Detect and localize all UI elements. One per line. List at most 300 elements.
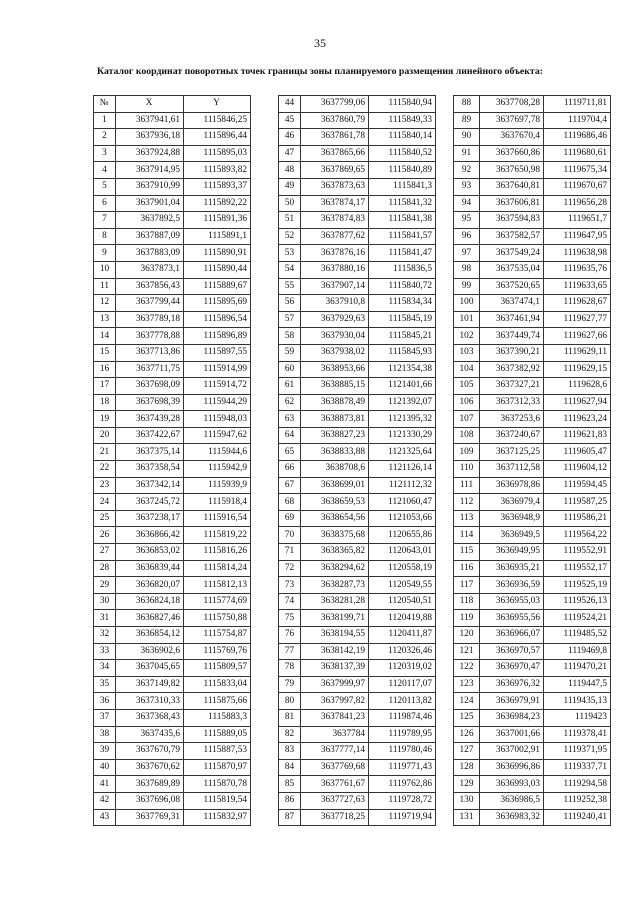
y-coordinate-cell: 1119605,47 (544, 444, 611, 461)
y-coordinate-cell: 1119485,52 (544, 627, 611, 644)
y-coordinate-cell: 1119629,15 (544, 361, 611, 378)
table-row (94, 461, 251, 478)
table-row (279, 792, 436, 809)
table-row (454, 809, 611, 826)
point-number-cell: 72 (279, 560, 301, 577)
coordinates-table-middle (278, 95, 436, 826)
table-row (279, 494, 436, 511)
x-coordinate-cell: 3637865,66 (301, 145, 369, 162)
table-row (94, 809, 251, 826)
point-number-cell: 120 (454, 627, 480, 644)
x-coordinate-cell: 3636986,5 (480, 792, 544, 809)
point-number-cell: 24 (94, 494, 116, 511)
point-number-cell: 3 (94, 145, 116, 162)
point-number-cell: 86 (279, 792, 301, 809)
y-coordinate-cell: 1115841,47 (369, 245, 436, 262)
table-row (279, 361, 436, 378)
x-coordinate-cell: 3638199,71 (301, 610, 369, 627)
y-coordinate-cell: 1119552,91 (544, 544, 611, 561)
table-row (94, 743, 251, 760)
y-coordinate-cell: 1121395,32 (369, 411, 436, 428)
table-row (454, 444, 611, 461)
point-number-cell: 41 (94, 776, 116, 793)
y-coordinate-cell: 1121112,32 (369, 477, 436, 494)
point-number-cell: 38 (94, 726, 116, 743)
x-coordinate-cell: 3637001,66 (480, 726, 544, 743)
x-coordinate-cell: 3636949,95 (480, 544, 544, 561)
table-row (454, 743, 611, 760)
point-number-cell: 118 (454, 593, 480, 610)
x-coordinate-cell: 3638137,39 (301, 660, 369, 677)
x-coordinate-cell: 3637874,17 (301, 195, 369, 212)
x-coordinate-cell: 3637769,31 (116, 809, 184, 826)
table-row (454, 245, 611, 262)
x-coordinate-cell: 3637689,89 (116, 776, 184, 793)
table-row (94, 693, 251, 710)
point-number-cell: 130 (454, 792, 480, 809)
table-row (279, 527, 436, 544)
table-row (454, 759, 611, 776)
y-coordinate-cell: 1119675,34 (544, 162, 611, 179)
point-number-cell: 85 (279, 776, 301, 793)
table-row (279, 560, 436, 577)
point-number-cell: 23 (94, 477, 116, 494)
x-coordinate-cell: 3638287,73 (301, 577, 369, 594)
y-coordinate-cell: 1119564,22 (544, 527, 611, 544)
y-coordinate-cell: 1119604,12 (544, 461, 611, 478)
point-number-cell: 105 (454, 378, 480, 395)
y-coordinate-cell: 1115840,14 (369, 129, 436, 146)
x-coordinate-cell: 3636936,59 (480, 577, 544, 594)
table-row (94, 444, 251, 461)
point-number-cell: 51 (279, 212, 301, 229)
x-coordinate-cell: 3637698,39 (116, 394, 184, 411)
table-row (94, 195, 251, 212)
x-coordinate-cell: 3637901,04 (116, 195, 184, 212)
point-number-cell: 46 (279, 129, 301, 146)
table-row (279, 112, 436, 129)
y-coordinate-cell: 1119594,45 (544, 477, 611, 494)
y-coordinate-cell: 1115895,69 (184, 295, 251, 312)
x-coordinate-cell: 3637238,17 (116, 510, 184, 527)
point-number-cell: 28 (94, 560, 116, 577)
table-row (454, 660, 611, 677)
x-coordinate-cell: 3637253,6 (480, 411, 544, 428)
x-coordinate-cell: 3637861,78 (301, 129, 369, 146)
y-coordinate-cell: 1115918,4 (184, 494, 251, 511)
table-row (94, 361, 251, 378)
table-row (94, 394, 251, 411)
table-row (279, 759, 436, 776)
x-coordinate-cell: 3636979,4 (480, 494, 544, 511)
page-number: 35 (314, 36, 326, 50)
x-coordinate-cell: 3637650,98 (480, 162, 544, 179)
table-row (279, 627, 436, 644)
point-number-cell: 112 (454, 494, 480, 511)
point-number-cell: 73 (279, 577, 301, 594)
table-row (279, 278, 436, 295)
x-coordinate-cell: 3637930,04 (301, 328, 369, 345)
table-row (454, 195, 611, 212)
table-row (94, 145, 251, 162)
table-row (454, 544, 611, 561)
y-coordinate-cell: 1115889,67 (184, 278, 251, 295)
y-coordinate-cell: 1115942,9 (184, 461, 251, 478)
y-coordinate-cell: 1115896,54 (184, 311, 251, 328)
y-coordinate-cell: 1121401,66 (369, 378, 436, 395)
coordinates-table-right (453, 95, 611, 826)
x-coordinate-cell: 3638281,28 (301, 593, 369, 610)
table-row (454, 394, 611, 411)
y-coordinate-cell: 1120113,82 (369, 693, 436, 710)
point-number-cell: 9 (94, 245, 116, 262)
point-number-cell: 31 (94, 610, 116, 627)
point-number-cell: 102 (454, 328, 480, 345)
y-coordinate-cell: 1119526,13 (544, 593, 611, 610)
table-row (279, 577, 436, 594)
point-number-cell: 15 (94, 344, 116, 361)
point-number-cell: 117 (454, 577, 480, 594)
x-coordinate-cell: 3636966,07 (480, 627, 544, 644)
table-row (279, 178, 436, 195)
point-number-cell: 63 (279, 411, 301, 428)
point-number-cell: 122 (454, 660, 480, 677)
y-coordinate-cell: 1119469,8 (544, 643, 611, 660)
y-coordinate-cell: 1119704,4 (544, 112, 611, 129)
table-row (279, 344, 436, 361)
point-number-cell: 58 (279, 328, 301, 345)
table-row (454, 96, 611, 113)
y-coordinate-cell: 1115840,72 (369, 278, 436, 295)
y-coordinate-cell: 1119524,21 (544, 610, 611, 627)
x-coordinate-cell: 3637778,88 (116, 328, 184, 345)
point-number-cell: 91 (454, 145, 480, 162)
point-number-cell: 17 (94, 378, 116, 395)
x-coordinate-cell: 3638708,6 (301, 461, 369, 478)
table-row (279, 510, 436, 527)
y-coordinate-cell: 1119638,98 (544, 245, 611, 262)
table-row (279, 378, 436, 395)
y-coordinate-cell: 1115836,5 (369, 261, 436, 278)
point-number-cell: 108 (454, 427, 480, 444)
x-coordinate-cell: 3636948,9 (480, 510, 544, 527)
point-number-cell: 67 (279, 477, 301, 494)
y-coordinate-cell: 1115944,6 (184, 444, 251, 461)
y-coordinate-cell: 1115948,03 (184, 411, 251, 428)
table-row (94, 494, 251, 511)
point-number-cell: 21 (94, 444, 116, 461)
table-row (94, 610, 251, 627)
point-number-cell: 62 (279, 394, 301, 411)
x-coordinate-cell: 3636955,56 (480, 610, 544, 627)
y-coordinate-cell: 1119728,72 (369, 792, 436, 809)
x-coordinate-cell: 3637698,09 (116, 378, 184, 395)
point-number-cell: 76 (279, 627, 301, 644)
point-number-cell: 106 (454, 394, 480, 411)
y-coordinate-cell: 1115832,97 (184, 809, 251, 826)
table-row (279, 743, 436, 760)
x-coordinate-cell: 3637045,65 (116, 660, 184, 677)
x-coordinate-cell: 3638833,88 (301, 444, 369, 461)
point-number-cell: 128 (454, 759, 480, 776)
x-coordinate-cell: 3637877,62 (301, 228, 369, 245)
y-coordinate-cell: 1119686,46 (544, 129, 611, 146)
table-row (279, 477, 436, 494)
table-row (454, 145, 611, 162)
x-coordinate-cell: 3637713,86 (116, 344, 184, 361)
table-row (279, 610, 436, 627)
x-coordinate-cell: 3637941,61 (116, 112, 184, 129)
y-coordinate-cell: 1115841,57 (369, 228, 436, 245)
y-coordinate-cell: 1119552,17 (544, 560, 611, 577)
point-number-cell: 70 (279, 527, 301, 544)
x-coordinate-cell: 3637914,95 (116, 162, 184, 179)
y-coordinate-cell: 1120411,87 (369, 627, 436, 644)
table-row (94, 510, 251, 527)
table-row (279, 809, 436, 826)
y-coordinate-cell: 1119435,13 (544, 693, 611, 710)
x-coordinate-cell: 3637697,78 (480, 112, 544, 129)
table-row (94, 627, 251, 644)
y-coordinate-cell: 1121126,14 (369, 461, 436, 478)
y-coordinate-cell: 1115769,76 (184, 643, 251, 660)
table-row (454, 709, 611, 726)
table-row (279, 228, 436, 245)
point-number-cell: 48 (279, 162, 301, 179)
point-number-cell: 88 (454, 96, 480, 113)
x-coordinate-cell: 3638873,81 (301, 411, 369, 428)
x-coordinate-cell: 3636970,47 (480, 660, 544, 677)
table-row (94, 726, 251, 743)
x-coordinate-cell: 3638294,62 (301, 560, 369, 577)
x-coordinate-cell: 3637892,5 (116, 212, 184, 229)
y-coordinate-cell: 1115939,9 (184, 477, 251, 494)
y-coordinate-cell: 1121354,38 (369, 361, 436, 378)
y-coordinate-cell: 1115944,29 (184, 394, 251, 411)
y-coordinate-cell: 1115870,78 (184, 776, 251, 793)
table-row (94, 676, 251, 693)
point-number-cell: 47 (279, 145, 301, 162)
point-number-cell: 10 (94, 261, 116, 278)
table-row (279, 776, 436, 793)
y-coordinate-cell: 1121330,29 (369, 427, 436, 444)
x-coordinate-cell: 3637310,33 (116, 693, 184, 710)
point-number-cell: 93 (454, 178, 480, 195)
y-coordinate-cell: 1119680,61 (544, 145, 611, 162)
y-coordinate-cell: 1119586,21 (544, 510, 611, 527)
x-coordinate-cell: 3637670,79 (116, 743, 184, 760)
x-coordinate-cell: 3637535,04 (480, 261, 544, 278)
x-coordinate-cell: 3638365,82 (301, 544, 369, 561)
point-number-cell: 7 (94, 212, 116, 229)
table-row (454, 693, 611, 710)
table-row (454, 610, 611, 627)
x-coordinate-cell: 3636902,6 (116, 643, 184, 660)
x-coordinate-cell: 3637245,72 (116, 494, 184, 511)
table-row (279, 195, 436, 212)
point-number-cell: 2 (94, 129, 116, 146)
table-row (94, 295, 251, 312)
table-row (454, 411, 611, 428)
table-row (454, 112, 611, 129)
point-number-cell: 52 (279, 228, 301, 245)
point-number-cell: 20 (94, 427, 116, 444)
x-coordinate-cell: 3637002,91 (480, 743, 544, 760)
y-coordinate-cell: 1119762,86 (369, 776, 436, 793)
table-row (279, 311, 436, 328)
point-number-cell: 126 (454, 726, 480, 743)
table-row (94, 643, 251, 660)
y-coordinate-cell: 1119628,6 (544, 378, 611, 395)
x-coordinate-cell: 3637606,81 (480, 195, 544, 212)
x-coordinate-cell: 3637390,21 (480, 344, 544, 361)
x-coordinate-cell: 3636827,46 (116, 610, 184, 627)
point-number-cell: 29 (94, 577, 116, 594)
point-number-cell: 74 (279, 593, 301, 610)
table-row (94, 560, 251, 577)
table-row (279, 212, 436, 229)
y-coordinate-cell: 1115895,03 (184, 145, 251, 162)
table-row (454, 178, 611, 195)
y-coordinate-cell: 1120549,55 (369, 577, 436, 594)
point-number-cell: 11 (94, 278, 116, 295)
table-row (454, 427, 611, 444)
x-coordinate-cell: 3636970,57 (480, 643, 544, 660)
x-coordinate-cell: 3637382,92 (480, 361, 544, 378)
table-row (279, 643, 436, 660)
y-coordinate-cell: 1115947,62 (184, 427, 251, 444)
x-coordinate-cell: 3637887,09 (116, 228, 184, 245)
x-coordinate-cell: 3637125,25 (480, 444, 544, 461)
point-number-cell: 56 (279, 295, 301, 312)
point-number-cell: 35 (94, 676, 116, 693)
table-row (454, 278, 611, 295)
y-coordinate-cell: 1115890,91 (184, 245, 251, 262)
x-coordinate-cell: 3638953,66 (301, 361, 369, 378)
table-row (279, 427, 436, 444)
point-number-cell: 13 (94, 311, 116, 328)
y-coordinate-cell: 1120326,46 (369, 643, 436, 660)
table-row (94, 378, 251, 395)
x-coordinate-cell: 3637640,81 (480, 178, 544, 195)
x-coordinate-cell: 3636854,12 (116, 627, 184, 644)
table-row (279, 726, 436, 743)
table-row (454, 643, 611, 660)
x-coordinate-cell: 3637799,06 (301, 96, 369, 113)
table-row (94, 544, 251, 561)
x-coordinate-cell: 3637873,63 (301, 178, 369, 195)
y-coordinate-cell: 1120655,86 (369, 527, 436, 544)
x-coordinate-cell: 3638885,15 (301, 378, 369, 395)
y-coordinate-cell: 1119635,76 (544, 261, 611, 278)
header-x: X (116, 96, 184, 113)
x-coordinate-cell: 3637582,57 (480, 228, 544, 245)
x-coordinate-cell: 3637549,24 (480, 245, 544, 262)
table-row (279, 709, 436, 726)
table-row (94, 278, 251, 295)
table-row (454, 527, 611, 544)
table-row (454, 361, 611, 378)
table-row (279, 145, 436, 162)
table-row (454, 627, 611, 644)
x-coordinate-cell: 3637936,18 (116, 129, 184, 146)
y-coordinate-cell: 1115841,38 (369, 212, 436, 229)
x-coordinate-cell: 3638375,68 (301, 527, 369, 544)
y-coordinate-cell: 1119719,94 (369, 809, 436, 826)
y-coordinate-cell: 1119629,11 (544, 344, 611, 361)
x-coordinate-cell: 3637924,88 (116, 145, 184, 162)
y-coordinate-cell: 1119240,41 (544, 809, 611, 826)
x-coordinate-cell: 3637999,97 (301, 676, 369, 693)
document-title: Каталог координат поворотных точек границы зоны планируемого размещения линейного объекта: (97, 66, 543, 77)
point-number-cell: 101 (454, 311, 480, 328)
y-coordinate-cell: 1120643,01 (369, 544, 436, 561)
x-coordinate-cell: 3637880,16 (301, 261, 369, 278)
table-row (279, 660, 436, 677)
point-number-cell: 95 (454, 212, 480, 229)
y-coordinate-cell: 1119525,19 (544, 577, 611, 594)
y-coordinate-cell: 1121060,47 (369, 494, 436, 511)
point-number-cell: 78 (279, 660, 301, 677)
y-coordinate-cell: 1115914,72 (184, 378, 251, 395)
table-row (94, 709, 251, 726)
y-coordinate-cell: 1115819,22 (184, 527, 251, 544)
x-coordinate-cell: 3637799,44 (116, 295, 184, 312)
y-coordinate-cell: 1121053,66 (369, 510, 436, 527)
table-row (454, 792, 611, 809)
x-coordinate-cell: 3637910,99 (116, 178, 184, 195)
y-coordinate-cell: 1119874,46 (369, 709, 436, 726)
table-row (454, 328, 611, 345)
x-coordinate-cell: 3637907,14 (301, 278, 369, 295)
point-number-cell: 59 (279, 344, 301, 361)
table-row (279, 129, 436, 146)
point-number-cell: 94 (454, 195, 480, 212)
table-row (454, 477, 611, 494)
table-body (454, 96, 611, 826)
x-coordinate-cell: 3636853,02 (116, 544, 184, 561)
y-coordinate-cell: 1119627,94 (544, 394, 611, 411)
point-number-cell: 60 (279, 361, 301, 378)
y-coordinate-cell: 1119587,25 (544, 494, 611, 511)
x-coordinate-cell: 3637727,63 (301, 792, 369, 809)
point-number-cell: 61 (279, 378, 301, 395)
x-coordinate-cell: 3637461,94 (480, 311, 544, 328)
point-number-cell: 5 (94, 178, 116, 195)
y-coordinate-cell: 1119470,21 (544, 660, 611, 677)
point-number-cell: 36 (94, 693, 116, 710)
y-coordinate-cell: 1119337,71 (544, 759, 611, 776)
x-coordinate-cell: 3636820,07 (116, 577, 184, 594)
y-coordinate-cell: 1120540,51 (369, 593, 436, 610)
point-number-cell: 111 (454, 477, 480, 494)
point-number-cell: 84 (279, 759, 301, 776)
x-coordinate-cell: 3637856,43 (116, 278, 184, 295)
x-coordinate-cell: 3637708,28 (480, 96, 544, 113)
x-coordinate-cell: 3637784 (301, 726, 369, 743)
x-coordinate-cell: 3636935,21 (480, 560, 544, 577)
y-coordinate-cell: 1119628,67 (544, 295, 611, 312)
point-number-cell: 44 (279, 96, 301, 113)
point-number-cell: 124 (454, 693, 480, 710)
point-number-cell: 55 (279, 278, 301, 295)
table-row (94, 162, 251, 179)
point-number-cell: 123 (454, 676, 480, 693)
x-coordinate-cell: 3637594,83 (480, 212, 544, 229)
point-number-cell: 6 (94, 195, 116, 212)
x-coordinate-cell: 3637769,68 (301, 759, 369, 776)
x-coordinate-cell: 3636866,42 (116, 527, 184, 544)
